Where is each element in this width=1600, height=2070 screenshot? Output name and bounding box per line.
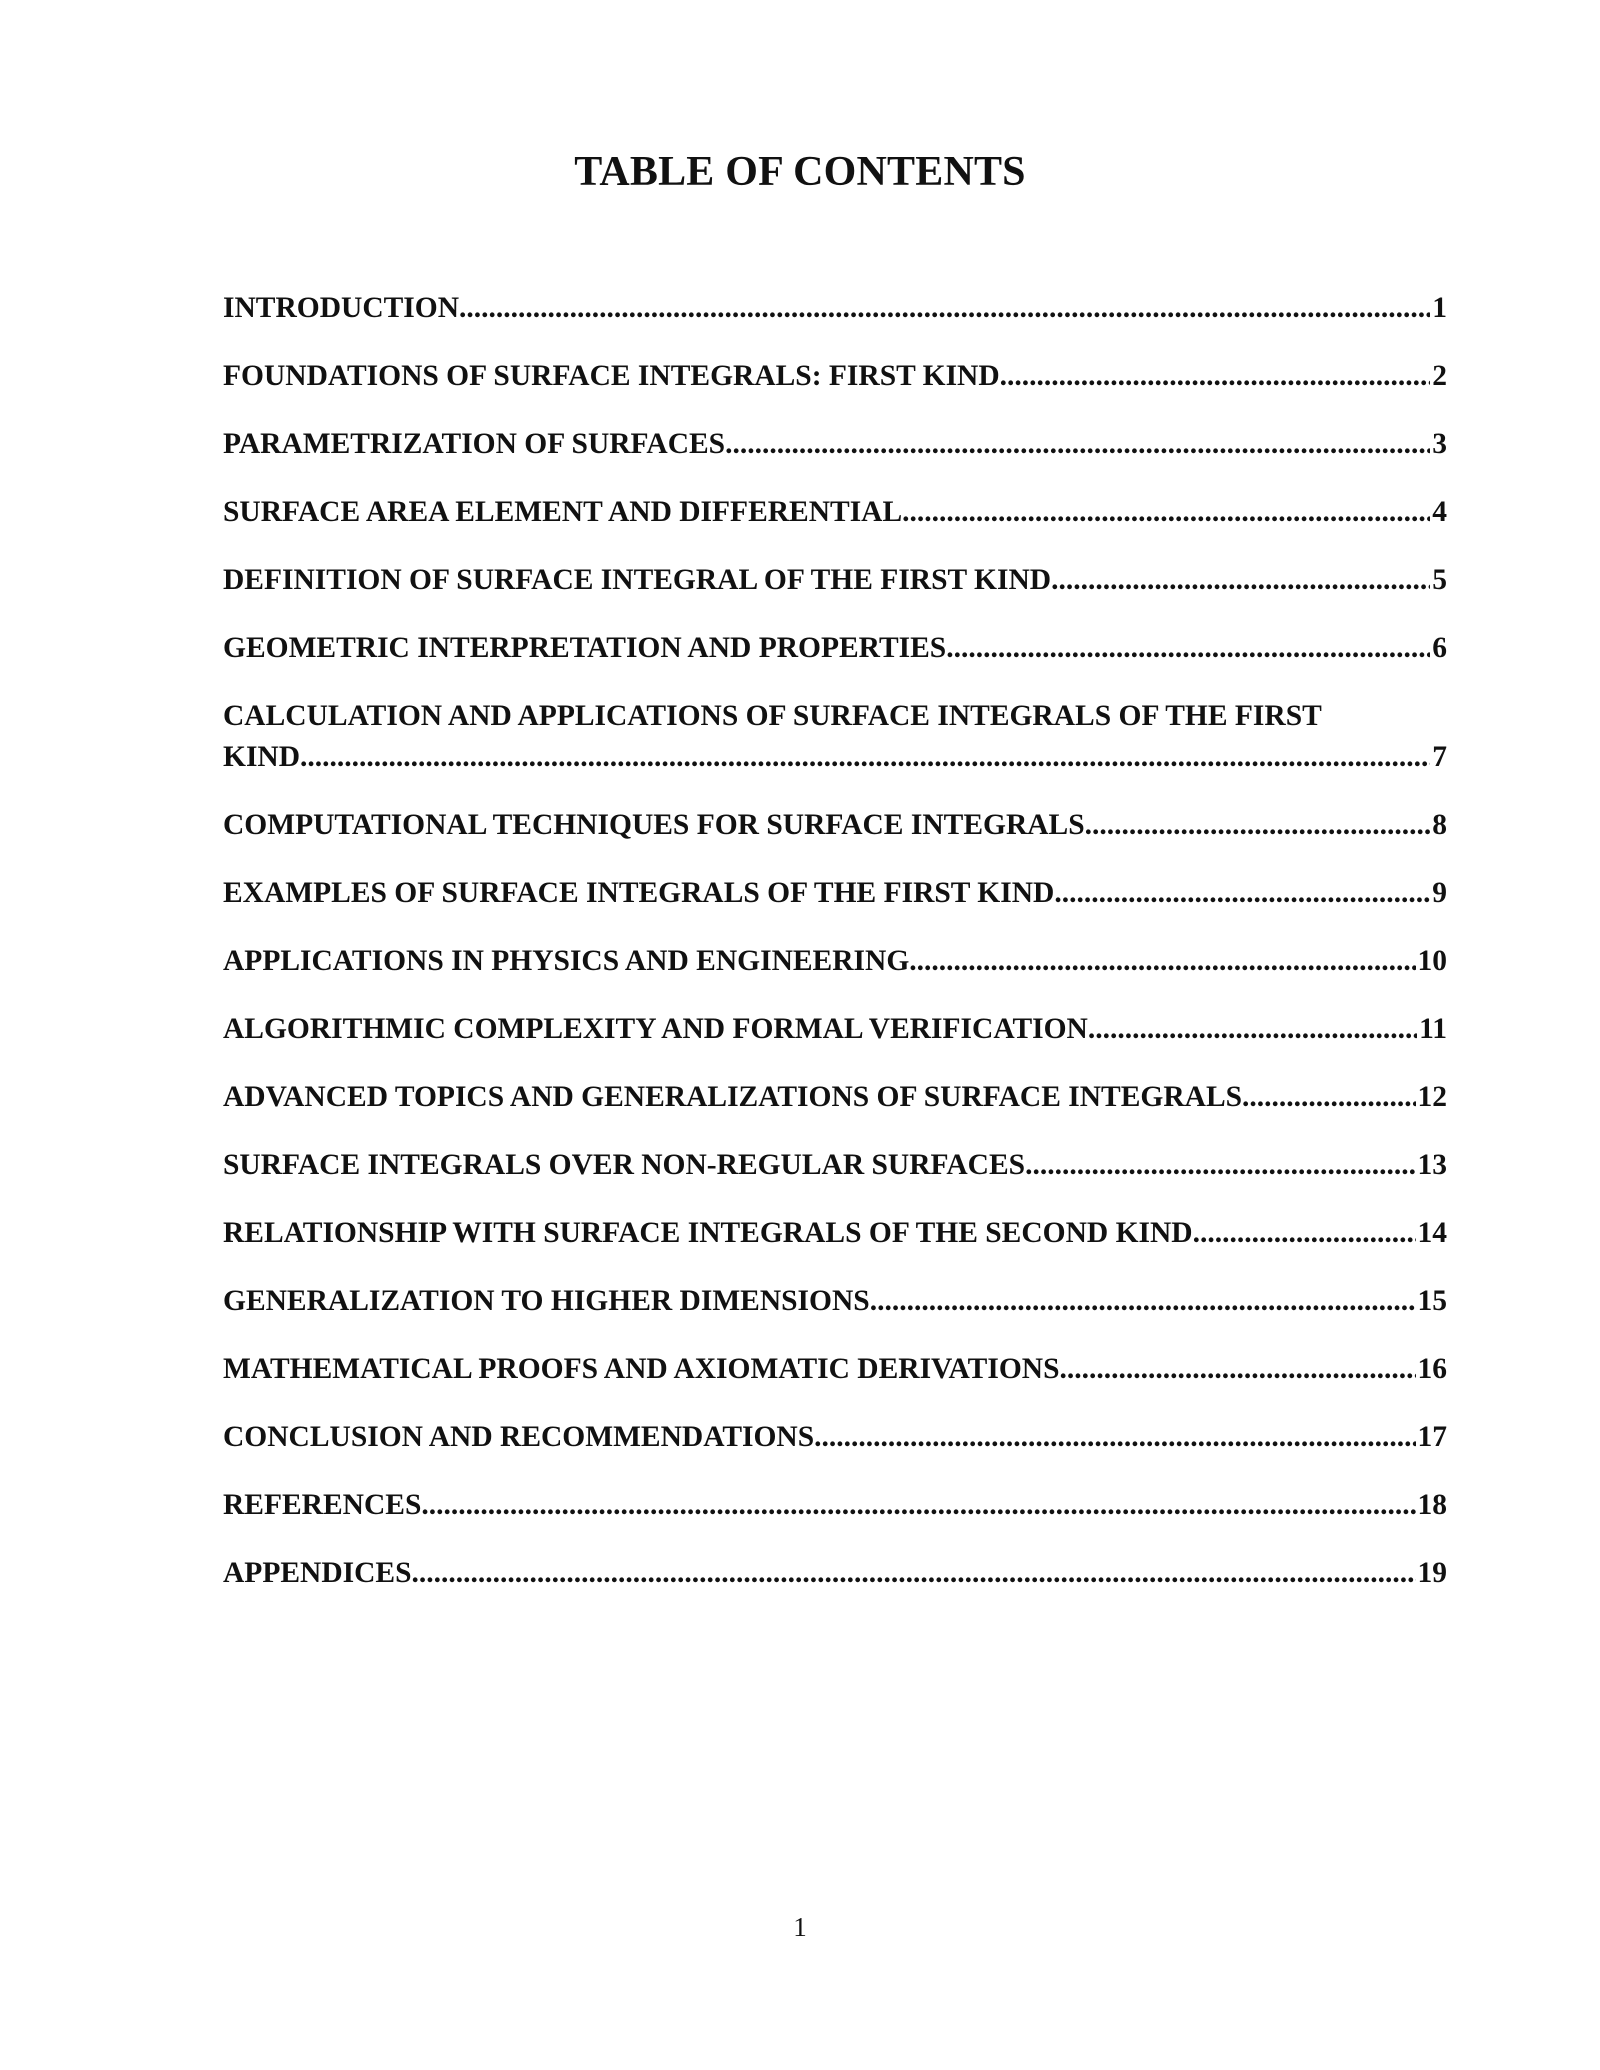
page-title: TABLE OF CONTENTS <box>574 149 1026 195</box>
toc-entry-surface-area-element[interactable] <box>223 492 1447 533</box>
dot-leader <box>814 1417 1415 1458</box>
dot-leader <box>1000 356 1431 397</box>
toc-entry-page: 7 <box>1432 741 1447 773</box>
toc-entry-page: 14 <box>1417 1217 1447 1249</box>
toc-entry-label: REFERENCES <box>223 1489 422 1521</box>
toc-entry-page: 15 <box>1417 1285 1447 1317</box>
toc-entry-applications-physics[interactable] <box>223 941 1447 982</box>
toc-entry-page: 4 <box>1432 496 1447 528</box>
toc-entry-label: COMPUTATIONAL TECHNIQUES FOR SURFACE INTEGRALS <box>223 809 1085 841</box>
toc-entry-computational-techniques[interactable] <box>223 805 1447 846</box>
toc-entry-page: 13 <box>1417 1149 1447 1181</box>
dot-leader <box>946 628 1430 669</box>
toc-entry-label: SURFACE INTEGRALS OVER NON-REGULAR SURFACES <box>223 1149 1026 1181</box>
toc-entry-geometric-interpretation[interactable] <box>223 628 1447 669</box>
toc-entry-foundations[interactable] <box>223 356 1447 397</box>
toc-entry-label: APPLICATIONS IN PHYSICS AND ENGINEERING <box>223 945 910 977</box>
toc-entry-label: RELATIONSHIP WITH SURFACE INTEGRALS OF THE SECOND KIND <box>223 1217 1193 1249</box>
toc-entry-references[interactable] <box>223 1485 1447 1526</box>
toc-entry-algorithmic-complexity[interactable] <box>223 1009 1447 1050</box>
toc-entry-label: GEOMETRIC INTERPRETATION AND PROPERTIES <box>223 632 947 664</box>
toc-entry-page: 8 <box>1432 809 1447 841</box>
toc-entry-page: 1 <box>1432 292 1447 324</box>
toc-entry-higher-dimensions[interactable] <box>223 1281 1447 1322</box>
dot-leader <box>870 1281 1416 1322</box>
dot-leader <box>1054 873 1430 914</box>
toc-entry-page: 12 <box>1417 1081 1447 1113</box>
toc-entry-page: 9 <box>1432 877 1447 909</box>
toc-entry-introduction[interactable] <box>223 288 1447 329</box>
toc-entry-page: 10 <box>1417 945 1447 977</box>
page-number: 1 <box>793 1912 807 1942</box>
toc-entry-page: 11 <box>1419 1013 1447 1045</box>
dot-leader <box>902 492 1430 533</box>
toc-entry-parametrization[interactable] <box>223 424 1447 465</box>
toc-entry-page: 6 <box>1432 632 1447 664</box>
toc-entry-mathematical-proofs[interactable] <box>223 1349 1447 1390</box>
dot-leader <box>412 1553 1416 1594</box>
toc-entry-page: 18 <box>1417 1489 1447 1521</box>
toc-entry-second-kind-relationship[interactable] <box>223 1213 1447 1254</box>
toc-entry-label: INTRODUCTION <box>223 292 460 324</box>
dot-leader <box>421 1485 1415 1526</box>
toc-entry-conclusion[interactable] <box>223 1417 1447 1458</box>
toc-entry-label: EXAMPLES OF SURFACE INTEGRALS OF THE FIRST KIND <box>223 877 1055 909</box>
toc-entry-page: 2 <box>1432 360 1447 392</box>
toc-entry-non-regular-surfaces[interactable] <box>223 1145 1447 1186</box>
toc-entry-label: ALGORITHMIC COMPLEXITY AND FORMAL VERIFICATION <box>223 1013 1088 1045</box>
toc-entry-page: 3 <box>1432 428 1447 460</box>
dot-leader <box>909 941 1415 982</box>
dot-leader <box>459 288 1430 329</box>
dot-leader <box>1051 560 1430 601</box>
toc-entry-label: ADVANCED TOPICS AND GENERALIZATIONS OF SURFACE INTEGRALS <box>223 1081 1243 1113</box>
dot-leader <box>725 424 1430 465</box>
toc-entry-label: DEFINITION OF SURFACE INTEGRAL OF THE FIRST KIND <box>223 564 1052 596</box>
toc-entry-appendices[interactable] <box>223 1553 1447 1594</box>
table-of-contents <box>223 288 1447 1621</box>
dot-leader <box>1193 1213 1416 1254</box>
toc-entry-label: MATHEMATICAL PROOFS AND AXIOMATIC DERIVATIONS <box>223 1353 1060 1385</box>
toc-entry-page: 17 <box>1417 1421 1447 1453</box>
toc-entry-label-line1: CALCULATION AND APPLICATIONS OF SURFACE INTEGRALS OF THE FIRST <box>223 700 1322 732</box>
toc-entry-advanced-topics[interactable] <box>223 1077 1447 1118</box>
toc-entry-definition[interactable] <box>223 560 1447 601</box>
toc-entry-label: PARAMETRIZATION OF SURFACES <box>223 428 726 460</box>
toc-entry-label: GENERALIZATION TO HIGHER DIMENSIONS <box>223 1285 870 1317</box>
dot-leader <box>1088 1009 1417 1050</box>
toc-entry-label: FOUNDATIONS OF SURFACE INTEGRALS: FIRST KIND <box>223 360 1000 392</box>
toc-entry-examples[interactable] <box>223 873 1447 914</box>
toc-entry-label: APPENDICES <box>223 1557 412 1589</box>
toc-entry-label: SURFACE AREA ELEMENT AND DIFFERENTIAL <box>223 496 903 528</box>
toc-entry-page: 16 <box>1417 1353 1447 1385</box>
toc-entry-label: KIND <box>223 741 301 773</box>
dot-leader <box>1085 805 1431 846</box>
toc-entry-page: 19 <box>1417 1557 1447 1589</box>
dot-leader <box>300 737 1430 778</box>
toc-entry-calculation-applications[interactable] <box>223 696 1447 778</box>
dot-leader <box>1059 1349 1415 1390</box>
dot-leader <box>1242 1077 1415 1118</box>
toc-entry-label: CONCLUSION AND RECOMMENDATIONS <box>223 1421 815 1453</box>
dot-leader <box>1025 1145 1415 1186</box>
toc-entry-page: 5 <box>1432 564 1447 596</box>
